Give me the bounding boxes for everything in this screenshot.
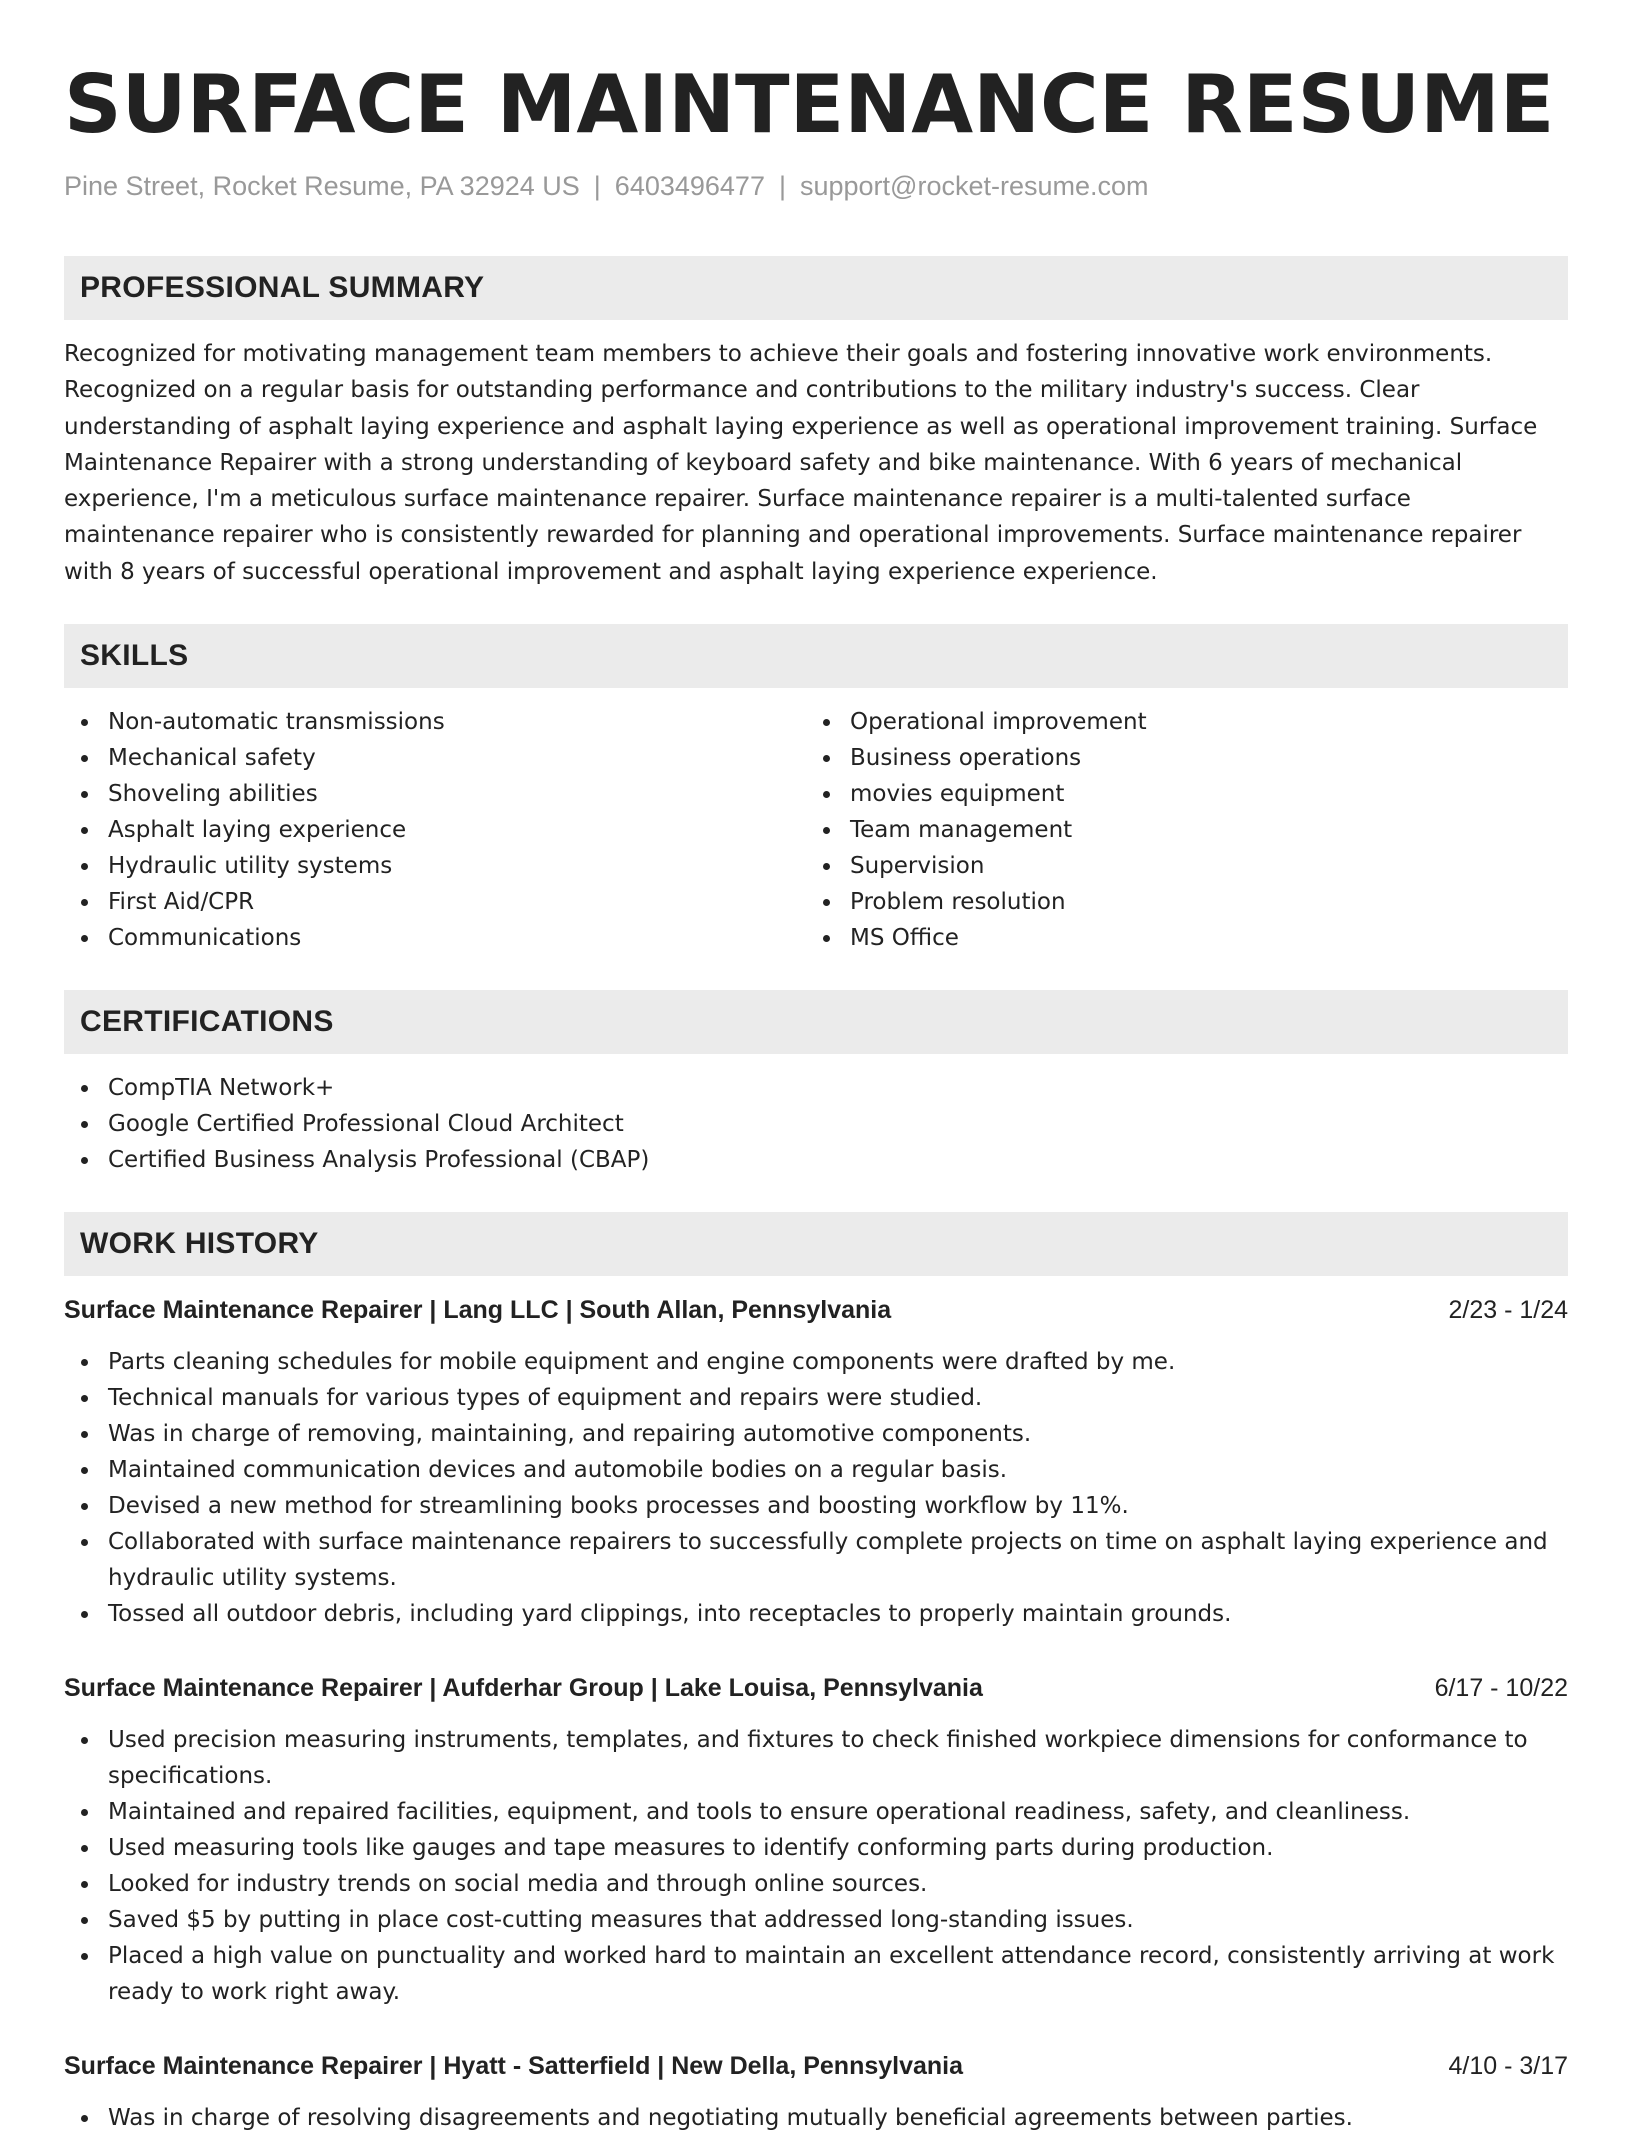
- skill-item: First Aid/CPR: [64, 884, 806, 920]
- skill-item: Non-automatic transmissions: [64, 704, 806, 740]
- job-duty: Maintained and repaired facilities, equipment, and tools to ensure operational readiness, safety, and cleanliness.: [64, 1794, 1568, 1830]
- skill-item: Shoveling abilities: [64, 776, 806, 812]
- certification-item: CompTIA Network+: [64, 1070, 1568, 1106]
- summary-heading: PROFESSIONAL SUMMARY: [64, 256, 1568, 320]
- job-title: Surface Maintenance Repairer | Hyatt - Satterfield | New Della, Pennsylvania: [64, 2052, 964, 2081]
- job-header: [64, 1292, 1568, 1328]
- job-dates: 6/17 - 10/22: [1434, 1674, 1568, 1703]
- skill-item: Supervision: [806, 848, 1548, 884]
- skill-item: Operational improvement: [806, 704, 1548, 740]
- resume-page: [64, 0, 1568, 2136]
- contact-line: [64, 168, 1568, 204]
- contact-email: support@rocket-resume.com: [799, 171, 1149, 201]
- skills-columns: [64, 704, 1568, 956]
- work-history-heading: WORK HISTORY: [64, 1212, 1568, 1276]
- job-duties-list: [64, 2100, 1568, 2136]
- skill-item: Problem resolution: [806, 884, 1548, 920]
- job-duties-list: [64, 1722, 1568, 2010]
- job-duty: Parts cleaning schedules for mobile equipment and engine components were drafted by me.: [64, 1344, 1568, 1380]
- job-duty: Looked for industry trends on social media and through online sources.: [64, 1866, 1568, 1902]
- summary-text: Recognized for motivating management team members to achieve their goals and fostering innovative work environments. Recognized on a regular basis for outstanding performance and contributions to the military industry's success. Clear understanding of asphalt laying experience and asphalt laying experience as well as operational improvement training. Surface Maintenance Repairer with a strong understanding of keyboard safety and bike maintenance. With 6 years of mechanical experience, I'm a meticulous surface maintenance repairer. Surface maintenance repairer is a multi-talented surface maintenance repairer who is consistently rewarded for planning and operational improvements. Surface maintenance repairer with 8 years of successful operational improvement and asphalt laying experience experience.: [64, 341, 1538, 585]
- skill-item: Hydraulic utility systems: [64, 848, 806, 884]
- skill-item: MS Office: [806, 920, 1548, 956]
- job-title: Surface Maintenance Repairer | Aufderhar Group | Lake Louisa, Pennsylvania: [64, 1674, 983, 1703]
- job-header: [64, 1670, 1568, 1706]
- certification-item: Google Certified Professional Cloud Architect: [64, 1106, 1568, 1142]
- certifications-heading: CERTIFICATIONS: [64, 990, 1568, 1054]
- job-duty: Was in charge of removing, maintaining, and repairing automotive components.: [64, 1416, 1568, 1452]
- skill-item: Asphalt laying experience: [64, 812, 806, 848]
- job-dates: 4/10 - 3/17: [1448, 2052, 1568, 2081]
- skill-item: Business operations: [806, 740, 1548, 776]
- job-duty: Was in charge of resolving disagreements and negotiating mutually beneficial agreements between parties.: [64, 2100, 1568, 2136]
- skill-item: Communications: [64, 920, 806, 956]
- contact-address: Pine Street, Rocket Resume, PA 32924 US: [64, 171, 580, 201]
- skill-item: movies equipment: [806, 776, 1548, 812]
- job-header: [64, 2048, 1568, 2084]
- job-duties-list: [64, 1344, 1568, 1632]
- resume-title: SURFACE MAINTENANCE RESUME: [64, 58, 1555, 151]
- skill-item: Mechanical safety: [64, 740, 806, 776]
- job-duty: Tossed all outdoor debris, including yard clippings, into receptacles to properly maintain grounds.: [64, 1596, 1568, 1632]
- contact-separator: |: [778, 171, 786, 201]
- certification-item: Certified Business Analysis Professional (CBAP): [64, 1142, 1568, 1178]
- skills-list-right: [806, 704, 1548, 956]
- job-duty: Saved $5 by putting in place cost-cutting measures that addressed long-standing issues.: [64, 1902, 1568, 1938]
- skills-heading: SKILLS: [64, 624, 1568, 688]
- job-duty: Devised a new method for streamlining books processes and boosting workflow by 11%.: [64, 1488, 1568, 1524]
- job-duty: Technical manuals for various types of equipment and repairs were studied.: [64, 1380, 1568, 1416]
- job-duty: Collaborated with surface maintenance repairers to successfully complete projects on time on asphalt laying experience and hydraulic utility systems.: [64, 1524, 1568, 1596]
- skills-list-left: [64, 704, 806, 956]
- job-duty: Used measuring tools like gauges and tape measures to identify conforming parts during production.: [64, 1830, 1568, 1866]
- job-title: Surface Maintenance Repairer | Lang LLC | South Allan, Pennsylvania: [64, 1296, 892, 1325]
- job-duty: Used precision measuring instruments, templates, and fixtures to check finished workpiece dimensions for conformance to specifications.: [64, 1722, 1568, 1794]
- skill-item: Team management: [806, 812, 1548, 848]
- job-duty: Placed a high value on punctuality and worked hard to maintain an excellent attendance record, consistently arriving at work ready to work right away.: [64, 1938, 1568, 2010]
- certifications-list: [64, 1070, 1568, 1178]
- job-dates: 2/23 - 1/24: [1448, 1296, 1568, 1325]
- contact-phone: 6403496477: [614, 171, 765, 201]
- job-duty: Maintained communication devices and automobile bodies on a regular basis.: [64, 1452, 1568, 1488]
- contact-separator: |: [593, 171, 601, 201]
